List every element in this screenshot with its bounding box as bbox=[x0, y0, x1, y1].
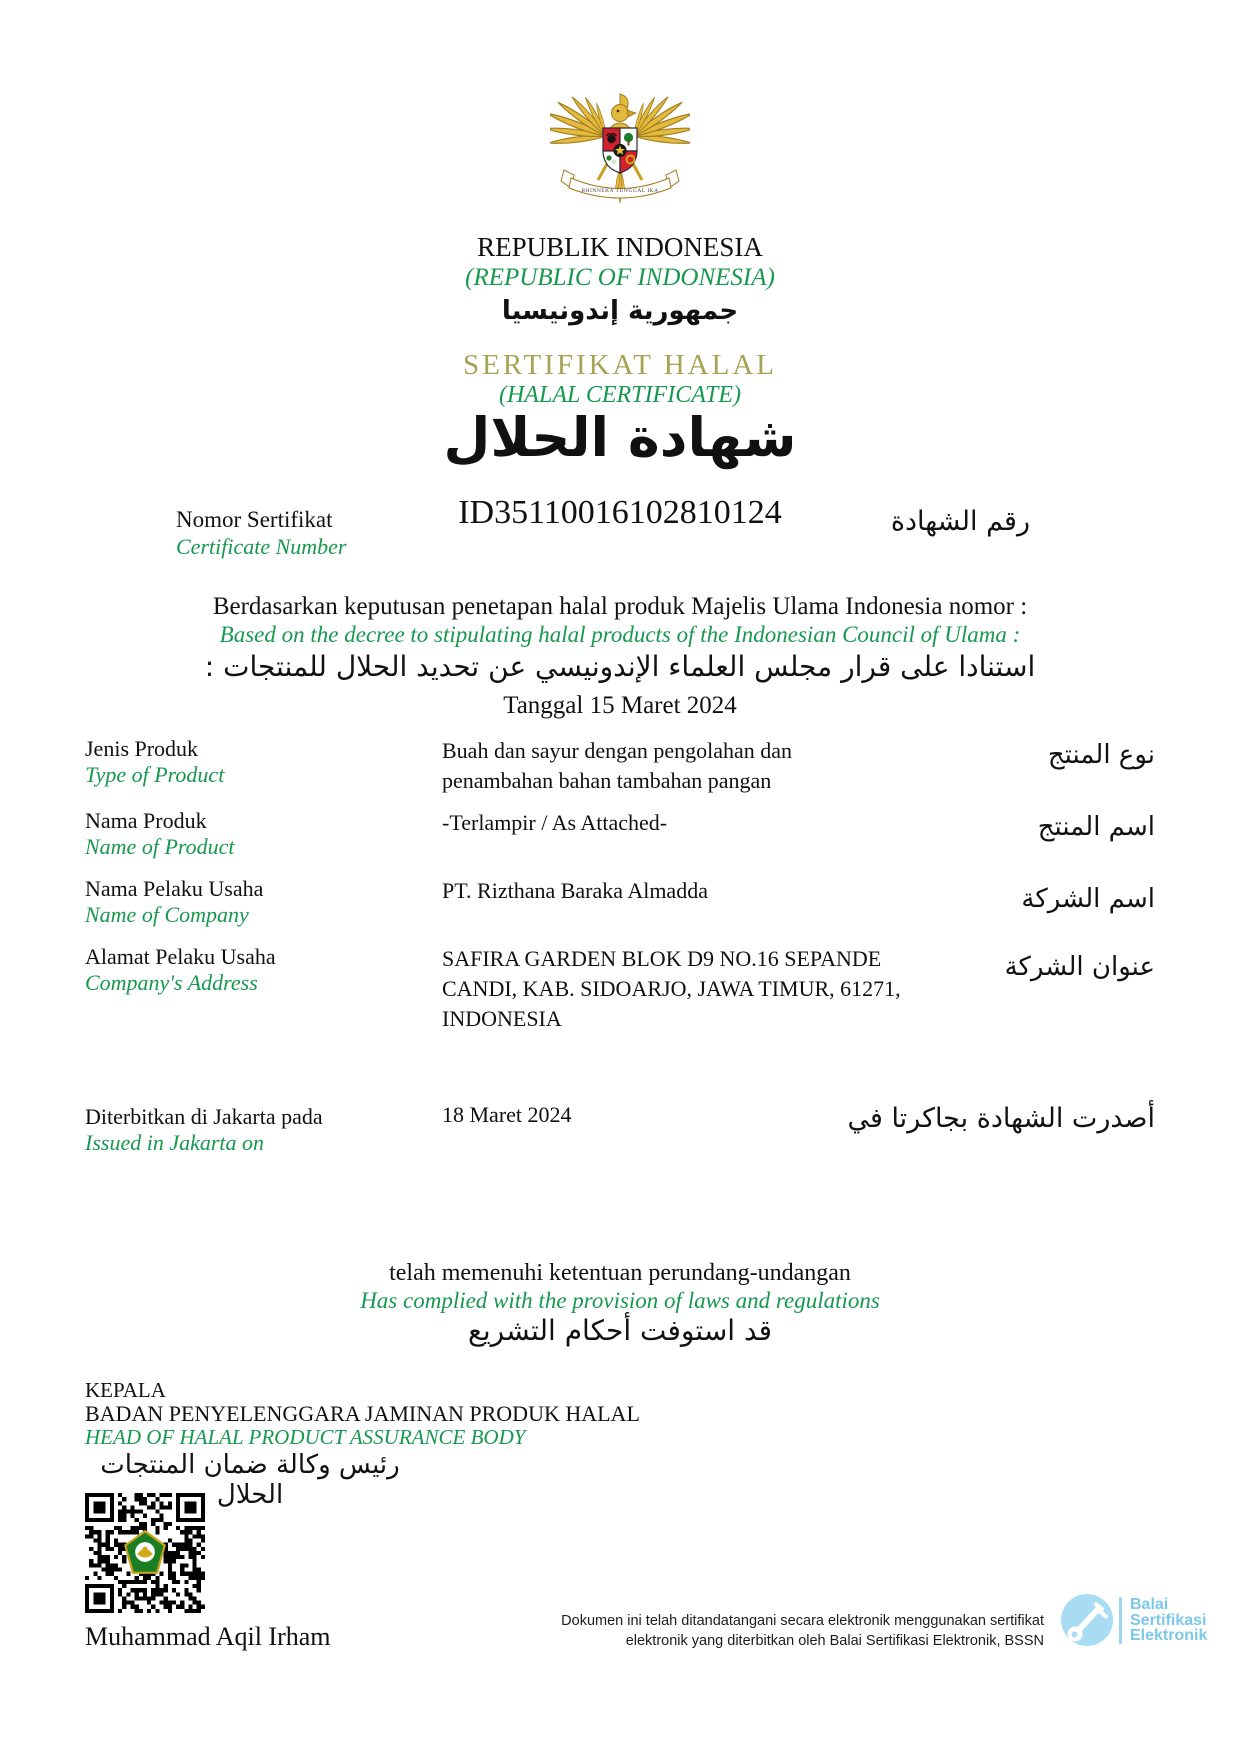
emblem-motto: BHINNEKA TUNGGAL IKA bbox=[581, 188, 659, 194]
bsre-logo-text: Balai Sertifikasi Elektronik bbox=[1130, 1596, 1208, 1644]
field-label-ar: اسم المنتج bbox=[1037, 812, 1155, 842]
signatory-name: Muhammad Aqil Irham bbox=[85, 1622, 331, 1651]
decree-line-ar: استنادا على قرار مجلس العلماء الإندونيسي عن تحديد الحلال للمنتجات : bbox=[204, 650, 1036, 683]
decree-line-en: Based on the decree to stipulating halal products of the Indonesian Council of Ulama : bbox=[219, 622, 1021, 647]
bsre-logo-icon bbox=[1060, 1592, 1116, 1648]
compliance-line-en: Has complied with the provision of laws and regulations bbox=[360, 1288, 880, 1313]
signatory-title-ar: رئيس وكالة ضمان المنتجات الحلال bbox=[100, 1450, 400, 1510]
field-label-en: Name of Company bbox=[85, 902, 249, 927]
signatory-title-en: HEAD OF HALAL PRODUCT ASSURANCE BODY bbox=[85, 1425, 526, 1449]
field-label-ar: اسم الشركة bbox=[1021, 884, 1155, 914]
field-value: PT. Rizthana Baraka Almadda bbox=[442, 878, 708, 903]
field-label-en: Company's Address bbox=[85, 970, 258, 995]
certificate-title-ar: شهادة الحلال bbox=[443, 406, 797, 469]
kemenag-logo-icon bbox=[123, 1529, 167, 1575]
country-name-en: (REPUBLIC OF INDONESIA) bbox=[465, 264, 775, 291]
decree-date: Tanggal 15 Maret 2024 bbox=[503, 692, 737, 719]
field-label-ar: أصدرت الشهادة بجاكرتا في bbox=[847, 1103, 1155, 1134]
certificate-title-id: SERTIFIKAT HALAL bbox=[463, 349, 777, 381]
field-value: 18 Maret 2024 bbox=[442, 1102, 572, 1127]
signature-qr-code bbox=[85, 1493, 205, 1613]
signatory-title-badan: BADAN PENYELENGGARA JAMINAN PRODUK HALAL bbox=[85, 1401, 640, 1426]
field-value: Buah dan sayur dengan pengolahan dan penambahan bahan tambahan pangan bbox=[442, 738, 793, 793]
certificate-number-value: ID35110016102810124 bbox=[458, 494, 782, 531]
garuda-icon bbox=[550, 52, 690, 204]
field-label-en: Name of Product bbox=[85, 834, 235, 859]
country-name-ar: جمهورية إندونيسيا bbox=[501, 296, 739, 326]
electronic-signature-disclaimer: Dokumen ini telah ditandatangani secara elektronik menggunakan sertifikat elektronik yang diterbitkan oleh Balai Sertifikasi Elektronik, BSSN bbox=[561, 1613, 1044, 1649]
field-label-ar: نوع المنتج bbox=[1047, 740, 1155, 770]
cert-number-label-en: Certificate Number bbox=[176, 534, 347, 559]
bsre-logo-divider bbox=[1119, 1597, 1122, 1644]
compliance-line-id: telah memenuhi ketentuan perundang-undangan bbox=[389, 1260, 851, 1286]
field-value: SAFIRA GARDEN BLOK D9 NO.16 SEPANDE CANDI, KAB. SIDOARJO, JAWA TIMUR, 61271, INDONESIA bbox=[442, 946, 901, 1031]
decree-line-id: Berdasarkan keputusan penetapan halal produk Majelis Ulama Indonesia nomor : bbox=[212, 593, 1028, 620]
field-label-id: Alamat Pelaku Usaha bbox=[85, 944, 276, 969]
cert-number-label-ar: رقم الشهادة bbox=[890, 506, 1030, 537]
signatory-title-kepala: KEPALA bbox=[85, 1378, 166, 1402]
field-label-id: Nama Pelaku Usaha bbox=[85, 876, 264, 901]
compliance-line-ar: قد استوفت أحكام التشريع bbox=[467, 1314, 773, 1347]
field-label-ar: عنوان الشركة bbox=[1004, 952, 1155, 982]
cert-number-label-id: Nomor Sertifikat bbox=[176, 507, 333, 532]
field-label-id: Jenis Produk bbox=[85, 736, 199, 761]
field-value: -Terlampir / As Attached- bbox=[442, 810, 668, 835]
country-name-id: REPUBLIK INDONESIA bbox=[477, 232, 763, 262]
certificate-title-en: (HALAL CERTIFICATE) bbox=[498, 382, 741, 408]
field-label-en: Type of Product bbox=[85, 762, 225, 787]
garuda-pancasila-emblem bbox=[550, 52, 690, 204]
field-label-id: Nama Produk bbox=[85, 808, 207, 833]
field-label-id: Diterbitkan di Jakarta pada bbox=[85, 1104, 323, 1129]
field-label-en: Issued in Jakarta on bbox=[85, 1130, 265, 1155]
